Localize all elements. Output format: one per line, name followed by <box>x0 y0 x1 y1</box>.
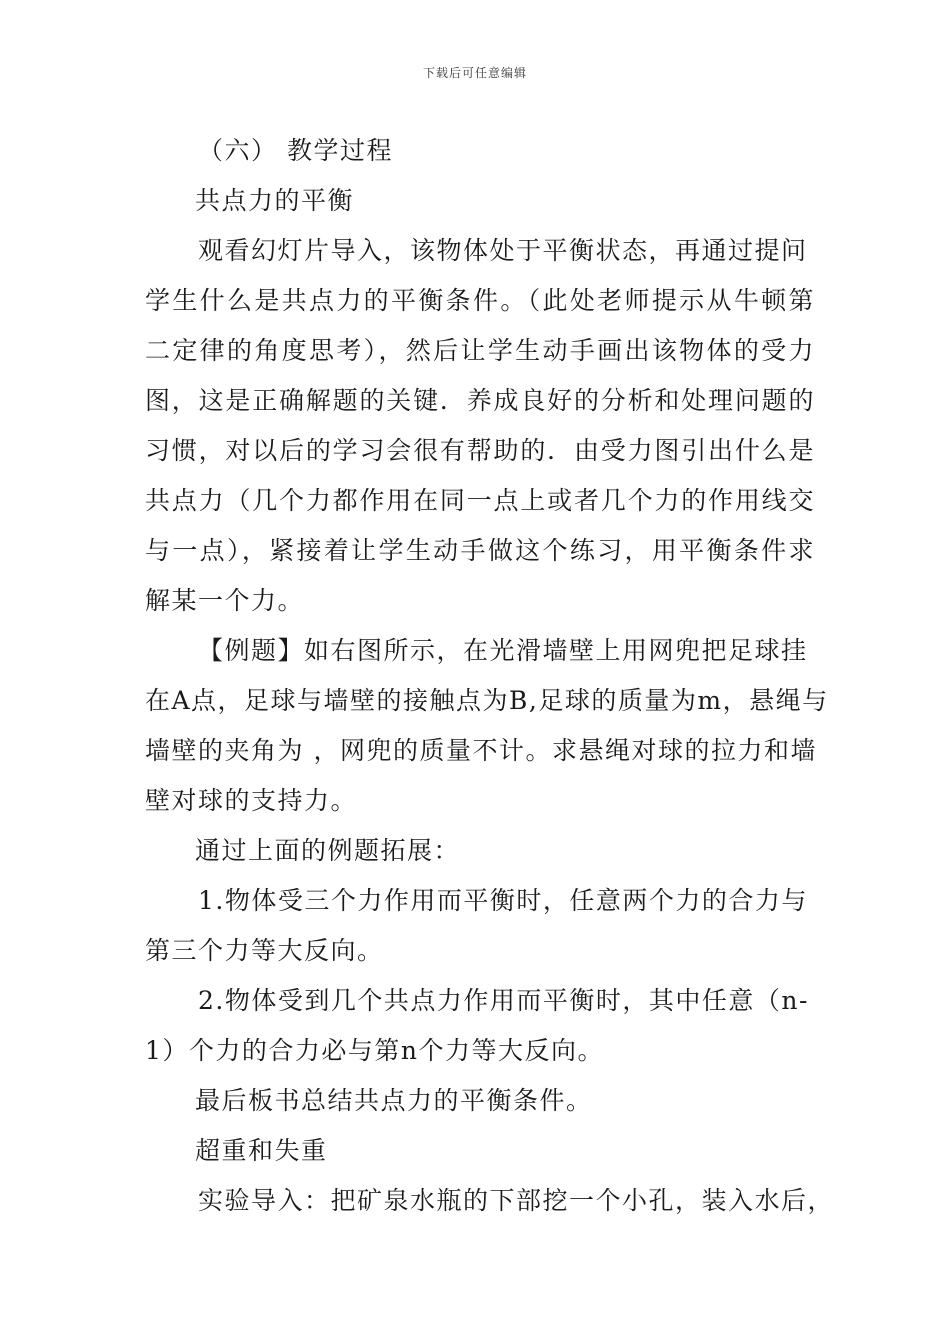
paragraph-line: 实验导入：把矿泉水瓶的下部挖一个小孔，装入水后， <box>198 1186 835 1215</box>
paragraph-line: 最后板书总结共点力的平衡条件。 <box>195 1086 593 1115</box>
paragraph-line: 二定律的角度思考），然后让学生动手画出该物体的受力 <box>145 336 815 365</box>
list-item-line: 1.物体受三个力作用而平衡时，任意两个力的合力与 <box>198 886 808 915</box>
paragraph-line: 习惯，对以后的学习会很有帮助的．由受力图引出什么是 <box>145 436 815 465</box>
example-line: 壁对球的支持力。 <box>145 786 358 815</box>
paragraph-line: 观看幻灯片导入，该物体处于平衡状态，再通过提问 <box>198 236 808 265</box>
list-item-line: 1）个力的合力必与第n个力等大反向。 <box>145 1036 605 1065</box>
example-line: 墙壁的夹角为 ，网兜的质量不计。求悬绳对球的拉力和墙 <box>145 736 817 765</box>
paragraph-line: 共点力（几个力都作用在同一点上或者几个力的作用线交 <box>145 486 815 515</box>
paragraph-line: 学生什么是共点力的平衡条件。（此处老师提示从牛顿第 <box>145 286 815 315</box>
paragraph-line: 与一点），紧接着让学生动手做这个练习，用平衡条件求 <box>145 536 815 565</box>
paragraph-line: 图，这是正确解题的关键．养成良好的分析和处理问题的 <box>145 386 815 415</box>
paragraph-line: 解某一个力。 <box>145 586 305 615</box>
subsection-heading: 超重和失重 <box>195 1136 328 1165</box>
section-heading: （六） 教学过程 <box>198 136 393 165</box>
example-line: 在A点，足球与墙壁的接触点为B,足球的质量为m，悬绳与 <box>145 686 829 715</box>
extension-heading: 通过上面的例题拓展： <box>195 836 461 865</box>
page-header: 下载后可任意编辑 <box>422 66 527 80</box>
subsection-heading: 共点力的平衡 <box>195 186 355 215</box>
list-item-line: 第三个力等大反向。 <box>145 936 384 965</box>
example-line: 【例题】如右图所示，在光滑墙壁上用网兜把足球挂 <box>198 636 808 665</box>
list-item-line: 2.物体受到几个共点力作用而平衡时，其中任意（n- <box>198 986 809 1015</box>
